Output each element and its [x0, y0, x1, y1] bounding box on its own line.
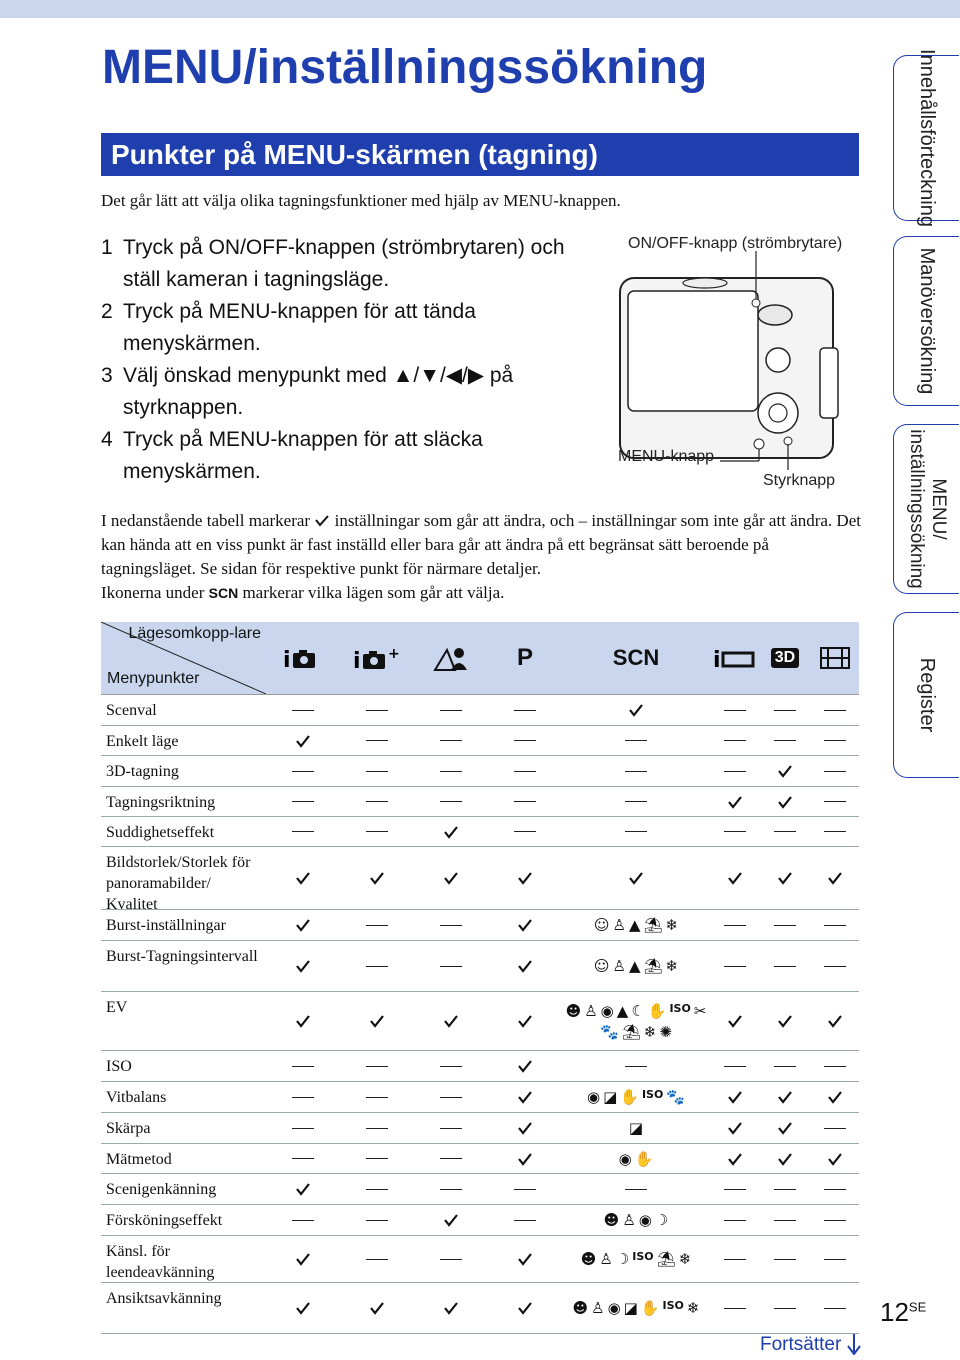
not-available-dash	[414, 1144, 488, 1173]
tab-operation-search[interactable]: Manöversökning	[893, 236, 959, 406]
not-available-dash	[710, 695, 760, 725]
not-available-dash	[414, 1082, 488, 1112]
not-available-dash	[340, 1236, 414, 1282]
menu-item-label: Burst-inställningar	[106, 917, 226, 934]
beach-icon: ⛱	[621, 1022, 641, 1041]
table-row	[101, 1082, 859, 1113]
not-available-dash	[562, 756, 710, 786]
table-row	[101, 1051, 859, 1082]
not-available-dash	[810, 1113, 859, 1143]
scn-icon: SCN	[208, 585, 239, 601]
handheld-icon: ✋	[647, 1001, 667, 1020]
menu-item-label: Burst-Tagningsintervall	[106, 948, 258, 965]
continue-link[interactable]: Fortsätter	[760, 1333, 861, 1356]
not-available-dash	[710, 1174, 760, 1204]
beach-icon: ⛱	[656, 1250, 676, 1268]
checkmark-icon	[314, 514, 330, 528]
not-available-dash	[340, 1113, 414, 1143]
mode-background-defocus-icon	[414, 622, 488, 694]
header-mode-dial: Lägesomkopp-lare	[128, 625, 261, 642]
food-icon: ✂	[693, 1001, 707, 1020]
checkmark-icon	[810, 1082, 859, 1112]
child-icon: ♙	[622, 1211, 636, 1229]
not-available-dash	[414, 787, 488, 816]
table-row	[101, 756, 859, 787]
checkmark-icon	[488, 941, 562, 991]
menu-item-label: Scenval	[106, 702, 157, 719]
step-list	[101, 232, 571, 488]
checkmark-icon	[266, 726, 340, 755]
not-available-dash	[488, 1174, 562, 1204]
table-row	[101, 1144, 859, 1174]
not-available-dash	[340, 787, 414, 816]
checkmark-icon	[488, 992, 562, 1050]
iso-icon: ISO	[669, 1001, 691, 1015]
step-item: 1 Tryck på ON/OFF-knappen (strömbrytaren) och ställ kameran i tagningsläge.	[101, 236, 565, 291]
iso-icon: ISO	[632, 1250, 654, 1263]
checkmark-icon	[710, 1144, 760, 1173]
table-row	[101, 817, 859, 847]
not-available-dash	[810, 787, 859, 816]
page-number: $12^{SE}$	[880, 1297, 927, 1327]
checkmark-icon	[562, 695, 710, 725]
not-available-dash	[760, 817, 810, 846]
checkmark-icon	[414, 817, 488, 846]
not-available-dash	[760, 1174, 810, 1204]
checkmark-icon	[760, 756, 810, 786]
soft-skin-icon: ☻	[565, 1001, 582, 1020]
table-row	[101, 787, 859, 817]
not-available-dash	[810, 1174, 859, 1204]
table-row	[101, 992, 859, 1051]
checkmark-icon	[488, 1144, 562, 1173]
top-band	[0, 0, 960, 18]
menu-item-label: 3D-tagning	[106, 763, 179, 780]
section-heading: Punkter på MENU-skärmen (tagning)	[101, 133, 859, 176]
handheld-icon: ✋	[620, 1088, 639, 1106]
menu-item-label: EV	[106, 999, 128, 1016]
checkmark-icon	[414, 1205, 488, 1235]
night-portrait-icon: ☽	[654, 1211, 669, 1229]
checkmark-icon	[340, 847, 414, 909]
soft-skin-icon: ☻	[603, 1211, 620, 1229]
not-available-dash	[414, 1051, 488, 1081]
not-available-dash	[340, 910, 414, 940]
page-title: MENU/inställningssökning	[102, 41, 708, 94]
not-available-dash	[414, 1113, 488, 1143]
checkmark-icon	[562, 847, 710, 909]
table-row	[101, 695, 859, 726]
checkmark-icon	[340, 1283, 414, 1333]
scene-icons	[562, 941, 710, 991]
checkmark-icon	[760, 1082, 810, 1112]
checkmark-icon	[488, 847, 562, 909]
not-available-dash	[710, 726, 760, 755]
menu-item-label: Enkelt läge	[106, 733, 179, 750]
table-row	[101, 1236, 859, 1283]
not-available-dash	[414, 941, 488, 991]
checkmark-icon	[266, 847, 340, 909]
child-icon: ♙	[612, 957, 626, 975]
checkmark-icon	[810, 1144, 859, 1173]
not-available-dash	[266, 1205, 340, 1235]
menu-item-label: ISO	[106, 1058, 132, 1075]
child-icon: ♙	[591, 1299, 605, 1317]
not-available-dash	[488, 817, 562, 846]
not-available-dash	[488, 756, 562, 786]
not-available-dash	[810, 695, 859, 725]
checkmark-icon	[488, 1283, 562, 1333]
table-header	[101, 622, 859, 695]
not-available-dash	[488, 1205, 562, 1235]
checkmark-icon	[266, 992, 340, 1050]
checkmark-icon	[488, 1113, 562, 1143]
checkmark-icon	[488, 1082, 562, 1112]
checkmark-icon	[414, 992, 488, 1050]
not-available-dash	[340, 1082, 414, 1112]
checkmark-icon	[710, 787, 760, 816]
not-available-dash	[488, 726, 562, 755]
not-available-dash	[562, 1174, 710, 1204]
not-available-dash	[710, 1236, 760, 1282]
snow-icon: ❄	[665, 957, 679, 975]
not-available-dash	[340, 695, 414, 725]
snow-icon: ❄	[678, 1250, 692, 1268]
menu-item-label: Ansiktsavkänning	[106, 1290, 222, 1307]
landscape-icon: ▲	[616, 1001, 629, 1020]
night-portrait-icon: ☽	[615, 1250, 630, 1268]
not-available-dash	[562, 726, 710, 755]
not-available-dash	[340, 1205, 414, 1235]
landscape-icon: ▲	[628, 916, 641, 934]
not-available-dash	[760, 910, 810, 940]
scene-icons	[562, 1113, 710, 1143]
not-available-dash	[562, 787, 710, 816]
scene-icons	[562, 910, 710, 940]
landscape-icon: ▲	[628, 957, 641, 975]
iso-icon: ISO	[662, 1299, 684, 1312]
table-row	[101, 941, 859, 992]
soft-skin-icon: ☻	[572, 1299, 589, 1317]
intro-text: Det går lätt att välja olika tagningsfunktioner med hjälp av MENU-knappen.	[101, 191, 621, 210]
onoff-label: ON/OFF-knapp (strömbrytare)	[628, 235, 843, 252]
checkmark-icon	[760, 1144, 810, 1173]
checkmark-icon	[488, 1236, 562, 1282]
not-available-dash	[810, 1051, 859, 1081]
checkmark-icon	[710, 847, 760, 909]
step-item: 4 Tryck på MENU-knappen för att släcka menyskärmen.	[101, 428, 483, 483]
checkmark-icon	[710, 992, 760, 1050]
step-item: 2 Tryck på MENU-knappen för att tända menyskärmen.	[101, 300, 476, 355]
checkmark-icon	[760, 787, 810, 816]
not-available-dash	[266, 1113, 340, 1143]
not-available-dash	[810, 756, 859, 786]
menu-item-label: Scenigenkänning	[106, 1181, 217, 1198]
not-available-dash	[340, 1051, 414, 1081]
menu-item-label: Tagningsriktning	[106, 794, 216, 811]
not-available-dash	[760, 1236, 810, 1282]
backlight-icon: ◪	[623, 1299, 638, 1317]
not-available-dash	[266, 817, 340, 846]
checkmark-icon	[760, 847, 810, 909]
not-available-dash	[340, 1144, 414, 1173]
anti-blur-icon: ◉	[607, 1299, 621, 1317]
not-available-dash	[710, 756, 760, 786]
anti-blur-icon: ◉	[600, 1001, 614, 1020]
menu-table	[101, 622, 859, 1334]
header-menu-items: Menypunkter	[107, 670, 200, 687]
checkmark-icon	[414, 1283, 488, 1333]
table-row	[101, 726, 859, 756]
not-available-dash	[710, 817, 760, 846]
not-available-dash	[266, 1144, 340, 1173]
not-available-dash	[340, 817, 414, 846]
menu-item-label: Känsl. för leendeavkänning	[106, 1243, 215, 1281]
not-available-dash	[810, 1236, 859, 1282]
checkmark-icon	[810, 992, 859, 1050]
mode-3d-icon: 3D	[760, 622, 810, 694]
not-available-dash	[810, 1283, 859, 1333]
not-available-dash	[760, 695, 810, 725]
child-icon: ♙	[584, 1001, 598, 1020]
not-available-dash	[414, 695, 488, 725]
table-row	[101, 1283, 859, 1334]
not-available-dash	[266, 756, 340, 786]
anti-blur-icon: ◉	[638, 1211, 652, 1229]
not-available-dash	[562, 817, 710, 846]
menu-item-label: Mätmetod	[106, 1151, 172, 1168]
beach-icon: ⛱	[643, 957, 663, 975]
not-available-dash	[810, 817, 859, 846]
handheld-icon: ✋	[640, 1299, 660, 1317]
not-available-dash	[414, 1236, 488, 1282]
menu-item-label: Bildstorlek/Storlek för panoramabilder/ Kvalitet	[106, 854, 251, 913]
beach-icon: ⛱	[643, 916, 663, 934]
menu-item-label: Skärpa	[106, 1120, 151, 1137]
checkmark-icon	[710, 1113, 760, 1143]
tab-table-of-contents[interactable]: Innehållsförteckning	[893, 55, 959, 221]
checkmark-icon	[488, 1051, 562, 1081]
anti-blur-icon: ◉	[586, 1088, 601, 1106]
backlight-icon: ◪	[628, 1119, 644, 1137]
not-available-dash	[266, 695, 340, 725]
checkmark-icon	[266, 1283, 340, 1333]
pet-icon: 🐾	[600, 1022, 619, 1041]
not-available-dash	[414, 726, 488, 755]
scene-icons	[562, 1236, 710, 1282]
scene-icons	[562, 1283, 710, 1333]
checkmark-icon	[488, 910, 562, 940]
child-icon: ♙	[612, 916, 626, 934]
not-available-dash	[340, 941, 414, 991]
mode-iauto-icon	[266, 622, 340, 694]
arrow-down-icon	[847, 1333, 861, 1355]
child-icon: ♙	[599, 1250, 613, 1268]
table-note: I nedanstående tabell markerar inställningar som går att ändra, och – inställningar som inte går att ändra. Det kan hända att en viss punkt är fast inställd eller bara går att ändra på ett begränsat sätt beroende på tagningsläget. Se sidan för respektive punkt för närmare detaljer. Ikonerna under SCN markerar vilka lägen som går att välja.	[101, 511, 861, 602]
menu-item-label: Suddighetseffekt	[106, 824, 215, 841]
table-row	[101, 1205, 859, 1236]
checkmark-icon	[760, 992, 810, 1050]
not-available-dash	[340, 726, 414, 755]
iso-icon: ISO	[641, 1088, 664, 1101]
menu-item-label: Försköningseffekt	[106, 1212, 223, 1229]
anti-blur-icon: ◉	[618, 1149, 632, 1168]
night-icon: ☾	[631, 1001, 645, 1020]
not-available-dash	[414, 910, 488, 940]
not-available-dash	[710, 910, 760, 940]
soft-skin-icon: ☻	[580, 1250, 597, 1268]
not-available-dash	[488, 695, 562, 725]
not-available-dash	[710, 1283, 760, 1333]
svg-text:i: i	[353, 649, 361, 672]
not-available-dash	[810, 1205, 859, 1235]
camera-illustration	[610, 233, 860, 493]
not-available-dash	[340, 756, 414, 786]
table-row	[101, 1113, 859, 1144]
backlight-icon: ◪	[603, 1088, 618, 1106]
not-available-dash	[710, 1205, 760, 1235]
not-available-dash	[810, 941, 859, 991]
snow-icon: ❄	[643, 1022, 657, 1041]
checkmark-icon	[266, 1236, 340, 1282]
not-available-dash	[488, 787, 562, 816]
mode-movie-icon	[810, 622, 859, 694]
not-available-dash	[760, 1205, 810, 1235]
not-available-dash	[810, 726, 859, 755]
table-row	[101, 1174, 859, 1205]
checkmark-icon	[266, 941, 340, 991]
step-item: 3 Välj önskad menypunkt med ▲/▼/◀/▶ på styrknappen.	[101, 364, 514, 419]
checkmark-icon	[414, 847, 488, 909]
checkmark-icon	[266, 1174, 340, 1204]
not-available-dash	[266, 1082, 340, 1112]
not-available-dash	[710, 1051, 760, 1081]
snow-icon: ❄	[665, 916, 679, 934]
checkmark-icon	[810, 847, 859, 909]
not-available-dash	[710, 941, 760, 991]
snow-icon: ❄	[686, 1299, 700, 1317]
table-row	[101, 847, 859, 913]
pet-icon: 🐾	[666, 1088, 686, 1106]
menu-button-label: MENU-knapp	[618, 448, 715, 465]
mode-scn-icon: SCN	[612, 645, 660, 670]
mode-iauto-plus-icon	[340, 622, 414, 694]
handheld-icon: ✋	[634, 1149, 654, 1168]
not-available-dash	[760, 941, 810, 991]
not-available-dash	[266, 787, 340, 816]
tab-index[interactable]: Register	[893, 612, 959, 778]
mode-ipanorama-icon	[710, 622, 760, 694]
checkmark-icon	[710, 1082, 760, 1112]
table-row	[101, 910, 859, 941]
mode-p-icon: P	[516, 644, 533, 671]
checkmark-icon	[266, 910, 340, 940]
portrait-icon: ☺	[593, 957, 610, 975]
not-available-dash	[414, 1174, 488, 1204]
svg-text:i: i	[713, 648, 721, 671]
svg-text:i: i	[283, 648, 291, 671]
tab-menu-settings-search[interactable]: MENU/ inställningssökning	[893, 424, 959, 594]
svg-text:+: +	[388, 646, 400, 662]
not-available-dash	[760, 1051, 810, 1081]
scene-icons	[562, 992, 710, 1050]
menu-item-label: Vitbalans	[106, 1089, 167, 1106]
scene-icons	[562, 1082, 710, 1112]
not-available-dash	[340, 1174, 414, 1204]
not-available-dash	[414, 756, 488, 786]
control-button-label: Styrknapp	[763, 472, 836, 489]
checkmark-icon	[760, 1113, 810, 1143]
scene-icons	[562, 1144, 710, 1173]
not-available-dash	[760, 726, 810, 755]
scene-icons	[562, 1205, 710, 1235]
not-available-dash	[266, 1051, 340, 1081]
fireworks-icon: ✺	[659, 1022, 672, 1041]
checkmark-icon	[340, 992, 414, 1050]
not-available-dash	[562, 1051, 710, 1081]
not-available-dash	[760, 1283, 810, 1333]
portrait-icon: ☺	[593, 916, 610, 934]
not-available-dash	[810, 910, 859, 940]
